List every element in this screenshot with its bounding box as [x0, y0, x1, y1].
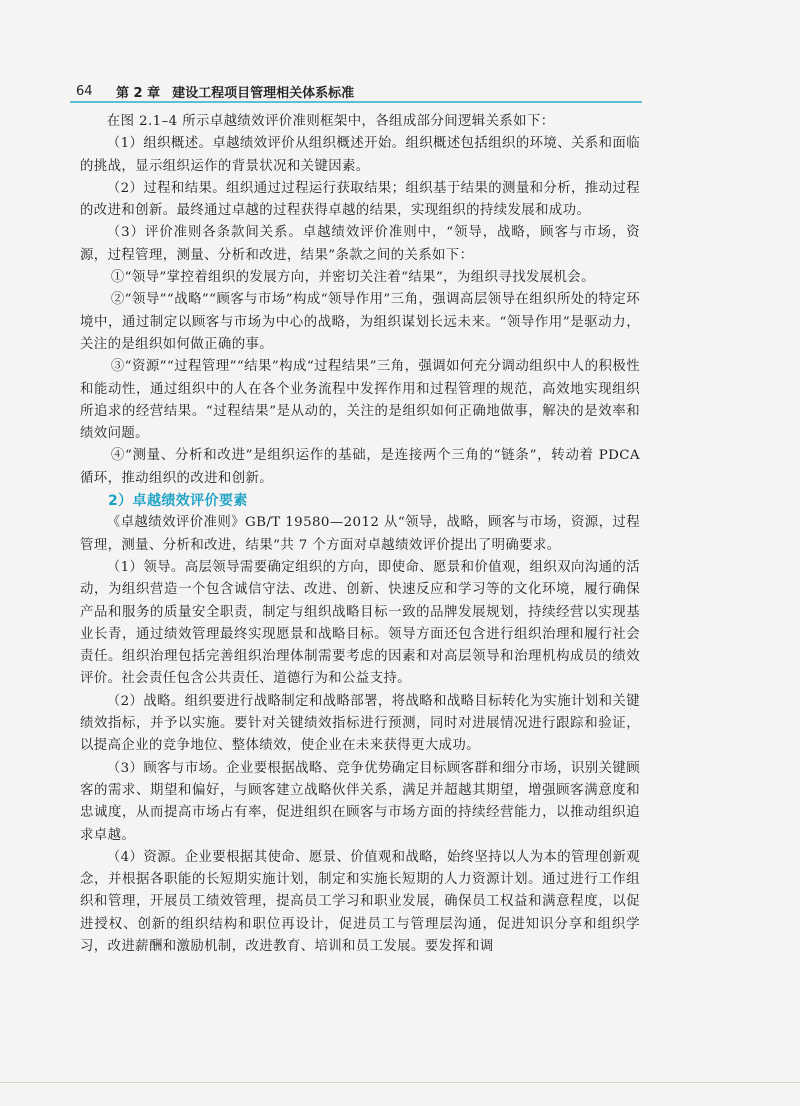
paragraph: （3）评价准则各条款间关系。卓越绩效评价准则中，“领导，战略，顾客与市场，资源，过程管理，测量、分析和改进，结果”条款之间的关系如下：	[80, 225, 640, 263]
section-heading: 2）卓越绩效评价要素	[108, 493, 248, 510]
paragraph: 《卓越绩效评价准则》GB/T 19580—2012 从“领导，战略，顾客与市场，资源，过程管理，测量、分析和改进，结果”共 7 个方面对卓越绩效评价提出了明确要求。	[80, 515, 640, 553]
page-number: 64	[76, 83, 93, 99]
paragraph: ②“领导”“战略”“顾客与市场”构成“领导作用”三角，强调高层领导在组织所处的特定环境中，通过制定以顾客与市场为中心的战略，为组织谋划长远未来。“领导作用”是驱动力，关注的是组织如何做正确的事。	[80, 292, 640, 352]
header-rule	[70, 101, 642, 103]
paragraph: （2）过程和结果。组织通过过程运行获取结果；组织基于结果的测量和分析，推动过程的改进和创新。最终通过卓越的过程获得卓越的结果，实现组织的持续发展和成功。	[80, 180, 640, 219]
chapter-title: 建设工程项目管理相关体系标准	[172, 85, 355, 101]
paragraph: ③“资源”“过程管理”“结果”构成“过程结果”三角，强调如何充分调动组织中人的积极性和能动性，通过组织中的人在各个业务流程中发挥作用和过程管理的规范，高效地实现组织所追求的经营结果。“过程结果”是从动的，关注的是组织如何正确地做事，解决的是效率和绩效问题。	[80, 359, 640, 442]
paragraph: （3）顾客与市场。企业要根据战略、竞争优势确定目标顾客群和细分市场，识别关键顾客的需求、期望和偏好，与顾客建立战略伙伴关系，满足并超越其期望，增强顾客满意度和忠诚度，从而提高市场占有率，促进组织在顾客与市场方面的持续经营能力，以推动组织追求卓越。	[80, 760, 640, 843]
paragraph: （4）资源。企业要根据其使命、愿景、价值观和战略，始终坚持以人为本的管理创新观念，并根据各职能的长短期实施计划，制定和实施长短期的人力资源计划。通过进行工作组织和管理，开展员工绩效管理，提高员工学习和职业发展，确保员工权益和满意程度，以促进授权、创新的组织结构和职位再设计，促进员工与管理层沟通，促进知识分享和组织学习，改进薪酬和激励机制，改进教育、培训和员工发展。要发挥和调	[80, 849, 640, 954]
chapter-label: 第 2 章	[116, 85, 161, 101]
paragraph: ①“领导”掌控着组织的发展方向，并密切关注着“结果”，为组织寻找发展机会。	[110, 270, 595, 286]
paragraph: ④“测量、分析和改进”是组织运作的基础，是连接两个三角的“链条”，转动着 PDCA 循环，推动组织的改进和创新。	[80, 448, 640, 486]
paragraph: （1）组织概述。卓越绩效评价从组织概述开始。组织概述包括组织的环境、关系和面临的挑战，显示组织运作的背景状况和关键因素。	[80, 136, 640, 174]
paragraph: （2）战略。组织要进行战略制定和战略部署，将战略和战略目标转化为实施计划和关键绩效指标，并予以实施。要针对关键绩效指标进行预测，同时对进展情况进行跟踪和验证，以提高企业的竞争地位、整体绩效，使企业在未来获得更大成功。	[80, 693, 640, 754]
scan-edge-line	[0, 1082, 800, 1083]
paragraph: （1）领导。高层领导需要确定组织的方向，即使命、愿景和价值观，组织双向沟通的活动，为组织营造一个包含诚信守法、改进、创新、快速反应和学习等的文化环境，履行确保产品和服务的质量安全职责，制定与组织战略目标一致的品牌发展规划，持续经营以实现基业长青，通过绩效管理最终实现愿景和战略目标。领导方面还包含进行组织治理和履行社会责任。组织治理包括完善组织治理体制需要考虑的因素和对高层领导和治理机构成员的绩效评价。社会责任包含公共责任、道德行为和公益支持。	[80, 559, 640, 687]
paragraph: 在图 2.1–4 所示卓越绩效评价准则框架中，各组成部分间逻辑关系如下：	[106, 114, 555, 129]
page-header	[76, 80, 642, 102]
body-text	[80, 111, 640, 958]
